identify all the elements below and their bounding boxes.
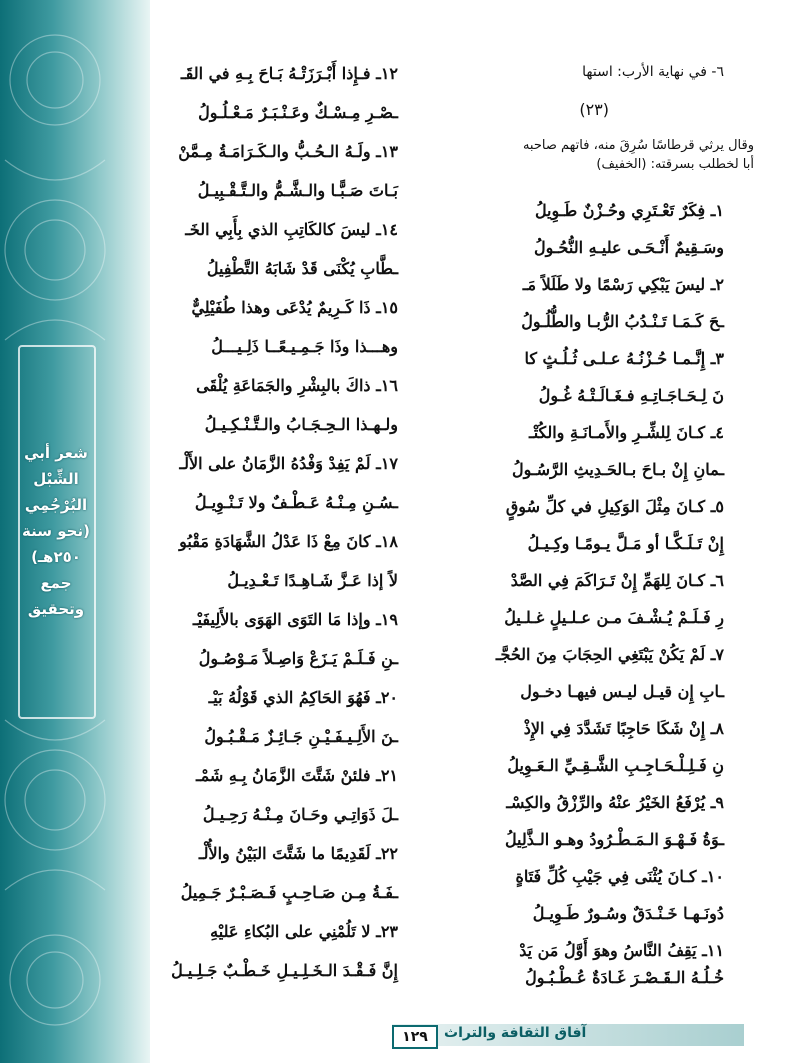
sidebar-article-title (16, 440, 96, 622)
verse-line: ولـهـذا الـحِـجَـابُ والـتَّـنْـكِـيـلُ (204, 415, 398, 434)
verse-line: ١٠ـ كـانَ يُثْنَى فِي جَيْبِ كُلِّ فَتَاةٍ (515, 867, 724, 886)
verse-line: ـوَةُ فَـهْـوَ الـمَـطْـرُودُ وهـو الـذَّلِيلُ (504, 830, 724, 849)
poem-number: (٢٣) (579, 100, 609, 119)
verse-line: ١٩ـ وإذا مَا التَوَى الهَوَى بالأَلِيفَيْـ (192, 610, 398, 629)
verse-line: ١٦ـ ذاكَ بالبِشْرِ والجَمَاعَةِ يُلْقَى (196, 376, 398, 395)
sidebar-title-line: جمع (40, 574, 72, 592)
verse-line: ٢٣ـ لا تَلُمْنِي على البُكاءِ عَليْهِ (210, 922, 398, 941)
sidebar-title-line: الشِّبْل (33, 470, 79, 488)
sidebar-title-line: (نحو سنة (22, 522, 90, 540)
verse-line: رِ فَـلَـمْ يُـشْـفَ مـن عـلـيلٍ غـلـيلُ (504, 608, 724, 627)
verse-line: ٥ـ كـانَ مِثْلَ الوَكِيلِ في كلِّ سُوقٍ (505, 497, 724, 516)
verse-line: نَ لِـحَـاجَـاتِـهِ فـغَـالَـتْـهُ غُـولُ (538, 386, 724, 405)
verse-line: ـمانِ إِنْ بـاحَ بـالحَـدِيثِ الرَّسُـولُ (512, 460, 724, 479)
verse-line: دُونَـهـا خَـنْـدَقٌ وسُـورٌ طَـوِيـلُ (532, 904, 724, 923)
page-footer (392, 1024, 744, 1046)
poem-intro (434, 136, 754, 174)
verse-line: ٦ـ كـانَ لِلهَمِّ إِنْ تَـرَاكَمَ فِي الصَّدْ (510, 571, 724, 590)
verse-line: وسَـقِيمٌ أَنْـحَـى عليـهِ النُّحُـولُ (533, 238, 724, 257)
verse-line: ٧ـ لَمْ يَكُنْ يَبْتَغِي الحِجَابَ مِنَ الحُجَّـ (495, 645, 724, 664)
verse-line: ١٣ـ ولَـهُ الـحُـبُّ والـكَـرَامَـةُ مِـمَّنْ (178, 142, 398, 161)
verse-line: خُـلُـهُ الـقَـصْـرَ غَـادَةٌ عُـطْـبُـولُ (525, 968, 724, 987)
verse-line: ٨ـ إِنْ شَكَا حَاجِبًا تَشَدَّدَ فِي الإِذْ (523, 719, 724, 738)
verse-line: ـلَ ذَوَاتِـي وحَـانَ مِـنْـهُ رَحِـيـلُ (202, 805, 398, 824)
verse-line: ٤ـ كـانَ لِلشِّـرِ والأَمـانَـةِ والكُتْـ (529, 423, 724, 442)
verse-line: ٢٢ـ لَقَدِيمًا ما شَتَّتَ البَيْنُ والأُلْـ (198, 844, 398, 863)
verse-line: ١٧ـ لَمْ يَفِدْ وَفْدُهُ الزَّمَانُ على الأَلْـ (179, 454, 398, 473)
verse-line: ـابِ إِن قيـل ليـس فيهـا دخـول (520, 682, 724, 701)
verse-line: ٢١ـ فلئنْ شَتَّتَ الزَّمَانُ بِـهِ شَمْـ (195, 766, 398, 785)
verse-line: ٢ـ ليسَ يَبْكِي رَسْمًا ولا طَلَلاً مَـ (522, 275, 724, 294)
sidebar-title-line: شعر أبي (24, 444, 88, 462)
verse-line: نِ فَـلِـلْـحَـاجِـبِ الشَّـقِـيِّ الـعَـوِيلُ (507, 756, 724, 775)
verse-line: ٢٠ـ فَهُوَ الحَاكِمُ الذي قَوْلُهُ بَيْـ (208, 688, 398, 707)
sidebar-title-line: ٢٥٠هـ) (31, 548, 81, 566)
verse-line: ١٥ـ ذَا كَـرِيمٌ يُدْعَى وهذا طُفَيْلِيٌّ (191, 298, 398, 317)
verse-line: ١١ـ يَقِفُ النَّاسُ وهوَ أَوَّلُ مَن يَدْ (519, 941, 724, 960)
verse-line: بَـاتَ صَـبًّـا والـشَّـمُّ والـتَّـقْـبِيـلُ (197, 181, 398, 200)
verse-line: ١٤ـ ليسَ كالكَاتِبِ الذي بِأَبِي الخَـ (185, 220, 398, 239)
verse-line: ـفَـةُ مِـن صَـاحِـبٍ فَـصَـبْـرٌ جَـمِيلُ (180, 883, 398, 902)
poem-intro-line: وقال يرثي قرطاسًا سُرِقَ منه، فاتهم صاحبه (522, 138, 754, 153)
verse-line: ٩ـ يُرْفَعُ الخَيْرُ عنْهُ والرِّزْقُ والكِسْـ (506, 793, 724, 812)
verse-line: ١٢ـ فـإِذا أَبْـرَزَتْـهُ بَـاحَ بِـهِ في القَـ (180, 64, 398, 83)
sidebar-title-line: وتحقيق (27, 600, 85, 618)
verse-line: ـنَ الأَلِـيـفَـيْـنِ جَـائِـزٌ مَـقْـبُـولُ (204, 727, 398, 746)
verse-line: إِنَّ فَـقْـدَ الـخَـلِـيـلِ خَـطْـبٌ جَـلِـيـلُ (171, 961, 398, 980)
poem-intro-line: أبا لخطلب بسرقته: (الخفيف) (596, 157, 754, 172)
verse-line: ـسُـنِ مِـنْـهُ عَـطْـفٌ ولا تَـنْـوِيـلُ (194, 493, 398, 512)
verse-line: وهـــذا وذَا جَـمِـيـعًــا ذَلِـيـــلُ (211, 337, 398, 356)
verse-line: إِنْ تَـلَـكَّـا أو مَـلَّ يـومًـا وكِـيـلُ (527, 534, 724, 553)
verse-line: ـنِ فَـلَـمْ يَـزَعْ وَاصِـلاً مَـوْصُـولُ (198, 649, 398, 668)
verse-line: ٣ـ إِنَّـمـا حُـزْنُـهُ عـلـى ثُـلُـثٍ كا (524, 349, 724, 368)
page-number: ١٢٩ (392, 1025, 438, 1049)
verse-line: ١ـ فِكَرٌ تَعْـتَرِي وحُـزْنٌ طَـوِيلُ (534, 201, 724, 220)
left-column (132, 60, 398, 990)
verse-line: ـطَّابِ يُكْنَى قَدْ شَابَهُ التَّطْفِيلُ (206, 259, 398, 278)
verse-line: لاً إذا عَـزَّ شَـاهِـدًا تَـعْـدِيـلُ (227, 571, 398, 590)
footnote: ٦- في نهاية الأرب: استها (582, 64, 724, 80)
right-column (434, 60, 754, 990)
verse-line: ـحَ كَـمَـا تَـنْـدُبُ الرُّبـا والطُّلُـولُ (521, 312, 724, 331)
verse-line: ـصْـرِ مِـسْـكٌ وعَـنْـبَـرٌ مَـعْـلُـولُ (198, 103, 398, 122)
magazine-title: آفاق الثقافة والتراث (444, 1025, 587, 1041)
sidebar-title-line: البُرْجُمِي (24, 496, 88, 514)
verse-line: ١٨ـ كانَ مِعْ ذَا عَدْلُ الشَّهَادَةِ مَقْبُو (179, 532, 398, 551)
